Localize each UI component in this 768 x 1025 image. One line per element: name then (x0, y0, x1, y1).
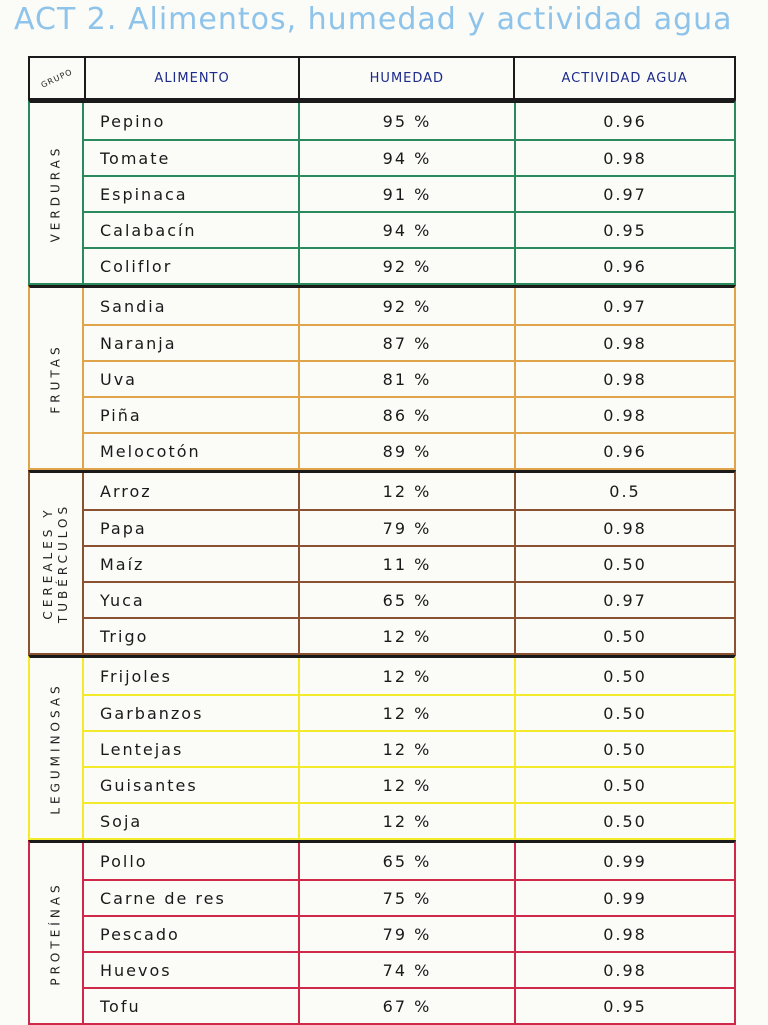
food-cell: Papa (84, 511, 300, 545)
group-label: CEREALES Y TUBÉRCULOS (41, 502, 70, 624)
table-row (84, 915, 734, 951)
water-activity-cell: 0.96 (603, 111, 647, 131)
humidity-cell: 12 % (300, 473, 516, 509)
water-activity-cell: 0.98 (603, 333, 647, 353)
water-activity-cell: 0.95 (603, 996, 647, 1016)
group-proteinas (28, 840, 736, 1025)
food-cell: Tofu (84, 989, 300, 1023)
water-activity-cell: 0.99 (603, 888, 647, 908)
food-cell: Huevos (84, 953, 300, 987)
humidity-cell: 12 % (300, 658, 516, 694)
header-group-cell (30, 58, 86, 98)
food-cell: Frijoles (84, 658, 300, 694)
humidity-cell: 94 % (300, 141, 516, 175)
group-label-cell (30, 658, 84, 838)
food-cell: Garbanzos (84, 696, 300, 730)
food-table (28, 56, 736, 1025)
food-cell: Carne de res (84, 881, 300, 915)
food-cell: Pepino (84, 103, 300, 139)
water-activity-cell: 0.95 (603, 220, 647, 240)
water-activity-cell: 0.97 (603, 184, 647, 204)
humidity-cell: 81 % (300, 362, 516, 396)
table-row (84, 545, 734, 581)
food-cell: Piña (84, 398, 300, 432)
humidity-cell: 86 % (300, 398, 516, 432)
food-cell: Naranja (84, 326, 300, 360)
page-title: ACT 2. Alimentos, humedad y actividad agua (14, 2, 733, 37)
food-cell: Lentejas (84, 732, 300, 766)
group-label: VERDURAS (48, 144, 63, 242)
humidity-cell: 92 % (300, 249, 516, 283)
humidity-cell: 91 % (300, 177, 516, 211)
water-activity-cell: 0.50 (603, 554, 647, 574)
humidity-cell: 95 % (300, 103, 516, 139)
water-activity-cell: 0.96 (603, 441, 647, 461)
group-label-cell (30, 473, 84, 653)
water-activity-cell: 0.96 (603, 256, 647, 276)
food-cell: Soja (84, 804, 300, 838)
table-row (84, 843, 734, 879)
water-activity-cell: 0.50 (603, 703, 647, 723)
water-activity-cell: 0.98 (603, 148, 647, 168)
humidity-cell: 75 % (300, 881, 516, 915)
water-activity-cell: 0.97 (603, 296, 647, 316)
food-cell: Sandia (84, 288, 300, 324)
group-label: PROTEÍNAS (48, 880, 63, 986)
group-label: FRUTAS (48, 342, 63, 414)
water-activity-cell: 0.5 (609, 481, 641, 501)
humidity-cell: 79 % (300, 511, 516, 545)
humidity-cell: 11 % (300, 547, 516, 581)
group-frutas (28, 285, 736, 470)
humidity-cell: 65 % (300, 583, 516, 617)
food-cell: Pollo (84, 843, 300, 879)
table-row (84, 139, 734, 175)
table-row (84, 103, 734, 139)
group-label-cell (30, 288, 84, 468)
header-water-activity: ACTIVIDAD AGUA (561, 70, 688, 86)
header-group: GRUPO (39, 66, 75, 90)
food-cell: Espinaca (84, 177, 300, 211)
table-row (84, 247, 734, 283)
group-cereales-tuberculos (28, 470, 736, 655)
water-activity-cell: 0.50 (603, 666, 647, 686)
water-activity-cell: 0.50 (603, 739, 647, 759)
table-row (84, 288, 734, 324)
table-row (84, 951, 734, 987)
food-cell: Pescado (84, 917, 300, 951)
humidity-cell: 87 % (300, 326, 516, 360)
food-cell: Calabacín (84, 213, 300, 247)
group-label-cell (30, 103, 84, 283)
group-verduras (28, 100, 736, 285)
humidity-cell: 92 % (300, 288, 516, 324)
group-leguminosas (28, 655, 736, 840)
table-row (84, 360, 734, 396)
water-activity-cell: 0.50 (603, 626, 647, 646)
table-header (28, 56, 736, 100)
food-cell: Guisantes (84, 768, 300, 802)
humidity-cell: 65 % (300, 843, 516, 879)
humidity-cell: 74 % (300, 953, 516, 987)
table-row (84, 432, 734, 468)
water-activity-cell: 0.50 (603, 775, 647, 795)
food-cell: Arroz (84, 473, 300, 509)
food-cell: Melocotón (84, 434, 300, 468)
food-cell: Trigo (84, 619, 300, 653)
food-cell: Tomate (84, 141, 300, 175)
humidity-cell: 67 % (300, 989, 516, 1023)
table-row (84, 509, 734, 545)
humidity-cell: 12 % (300, 696, 516, 730)
header-food: ALIMENTO (86, 58, 301, 98)
table-row (84, 802, 734, 838)
food-cell: Uva (84, 362, 300, 396)
table-row (84, 396, 734, 432)
food-cell: Coliflor (84, 249, 300, 283)
water-activity-cell: 0.98 (603, 369, 647, 389)
humidity-cell: 94 % (300, 213, 516, 247)
food-cell: Maíz (84, 547, 300, 581)
water-activity-cell: 0.98 (603, 518, 647, 538)
table-row (84, 175, 734, 211)
table-row (84, 211, 734, 247)
humidity-cell: 79 % (300, 917, 516, 951)
table-row (84, 617, 734, 653)
water-activity-cell: 0.97 (603, 590, 647, 610)
humidity-cell: 89 % (300, 434, 516, 468)
table-row (84, 730, 734, 766)
humidity-cell: 12 % (300, 768, 516, 802)
table-row (84, 766, 734, 802)
table-row (84, 694, 734, 730)
table-row (84, 324, 734, 360)
food-cell: Yuca (84, 583, 300, 617)
table-row (84, 879, 734, 915)
table-row (84, 581, 734, 617)
table-row (84, 987, 734, 1023)
humidity-cell: 12 % (300, 732, 516, 766)
humidity-cell: 12 % (300, 619, 516, 653)
table-row (84, 473, 734, 509)
water-activity-cell: 0.99 (603, 851, 647, 871)
group-label-cell (30, 843, 84, 1023)
water-activity-cell: 0.98 (603, 405, 647, 425)
water-activity-cell: 0.98 (603, 924, 647, 944)
table-row (84, 658, 734, 694)
header-humidity: HUMEDAD (300, 58, 515, 98)
group-label: LEGUMINOSAS (48, 681, 63, 815)
water-activity-cell: 0.98 (603, 960, 647, 980)
humidity-cell: 12 % (300, 804, 516, 838)
water-activity-cell: 0.50 (603, 811, 647, 831)
